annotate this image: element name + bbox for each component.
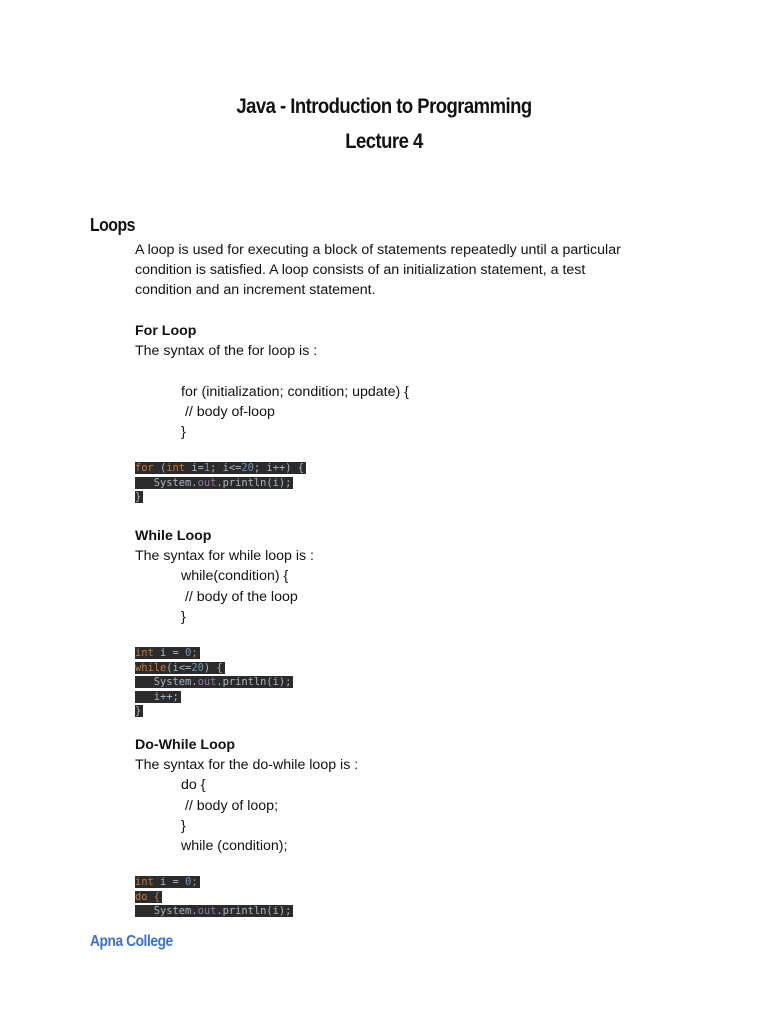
footer-brand: Apna College	[90, 933, 173, 950]
code-text: (i<=	[166, 661, 192, 674]
do-while-syntax-line: while (condition);	[181, 838, 288, 855]
while-syntax-line: }	[181, 608, 186, 625]
lecture-subtitle: Lecture 4	[345, 130, 423, 153]
code-line	[135, 461, 306, 476]
code-line	[135, 646, 293, 661]
code-keyword: for	[135, 462, 154, 474]
code-number: 20	[191, 661, 204, 674]
code-text: }	[135, 491, 142, 504]
code-line	[135, 490, 306, 505]
intro-paragraph	[135, 240, 695, 301]
for-syntax-line: // body of-loop	[181, 403, 275, 420]
code-number: 0	[185, 876, 192, 888]
code-text: ; i<=	[210, 462, 242, 474]
while-loop-section	[135, 526, 695, 627]
while-syntax-line: while(condition) {	[181, 568, 289, 585]
code-keyword: int	[135, 876, 154, 888]
while-loop-syntax-intro: The syntax for while loop is :	[135, 548, 314, 565]
do-while-syntax-line: do {	[181, 777, 206, 794]
for-loop-section	[135, 321, 695, 442]
code-keyword: int	[135, 647, 154, 659]
document-title: Java - Introduction to Programming	[236, 95, 532, 118]
code-keyword: int	[166, 462, 186, 474]
code-field: out	[197, 905, 217, 918]
code-text: ;	[191, 876, 198, 888]
code-text: }	[135, 705, 142, 718]
code-number: 0	[185, 647, 192, 659]
code-number: 20	[241, 462, 254, 474]
code-keyword: do	[135, 890, 148, 903]
code-line	[135, 661, 293, 676]
code-line	[135, 904, 293, 919]
code-field: out	[197, 476, 217, 489]
while-syntax-line: // body of the loop	[181, 588, 298, 605]
intro-line: condition is satisfied. A loop consists of an initialization statement, a test	[135, 262, 586, 279]
code-number: 1	[203, 462, 211, 474]
code-text: i=	[185, 462, 204, 474]
code-text: System.	[135, 476, 198, 489]
blank-line	[135, 361, 695, 381]
do-while-loop-code-snippet	[135, 875, 293, 919]
code-line	[135, 476, 306, 491]
code-line	[135, 875, 293, 890]
section-heading-loops: Loops	[90, 215, 135, 235]
code-text: .println(i);	[216, 676, 292, 689]
for-loop-heading: For Loop	[135, 323, 197, 339]
do-while-loop-heading: Do-While Loop	[135, 737, 236, 753]
while-loop-code-snippet	[135, 646, 293, 719]
code-text: System.	[135, 676, 198, 689]
code-text: (	[153, 462, 167, 474]
code-text: .println(i);	[216, 476, 292, 489]
intro-line: A loop is used for executing a block of statements repeatedly until a particular	[135, 242, 621, 258]
code-line	[135, 704, 293, 719]
for-loop-code-snippet	[135, 461, 306, 505]
for-syntax-line: }	[181, 424, 186, 441]
intro-line: condition and an increment statement.	[135, 282, 376, 299]
code-line	[135, 890, 293, 905]
do-while-syntax-line: }	[181, 817, 186, 834]
code-field: out	[197, 676, 217, 689]
do-while-loop-section	[135, 735, 695, 856]
code-line	[135, 675, 293, 690]
code-text: .println(i);	[216, 905, 292, 918]
do-while-loop-syntax-intro: The syntax for the do-while loop is :	[135, 757, 359, 774]
code-text: ;	[191, 647, 198, 659]
while-loop-heading: While Loop	[135, 528, 212, 544]
code-text: System.	[135, 905, 198, 918]
code-text: i++;	[135, 690, 179, 703]
code-text: i =	[153, 647, 186, 659]
code-text: {	[147, 890, 161, 903]
code-keyword: while	[135, 661, 167, 674]
for-loop-syntax-intro: The syntax of the for loop is :	[135, 343, 318, 360]
code-text: ) {	[203, 661, 223, 674]
code-text: i =	[153, 876, 186, 888]
code-text: ; i++) {	[253, 462, 304, 474]
do-while-syntax-line: // body of loop;	[181, 797, 279, 814]
for-syntax-line: for (initialization; condition; update) {	[181, 383, 409, 400]
code-line	[135, 690, 293, 705]
